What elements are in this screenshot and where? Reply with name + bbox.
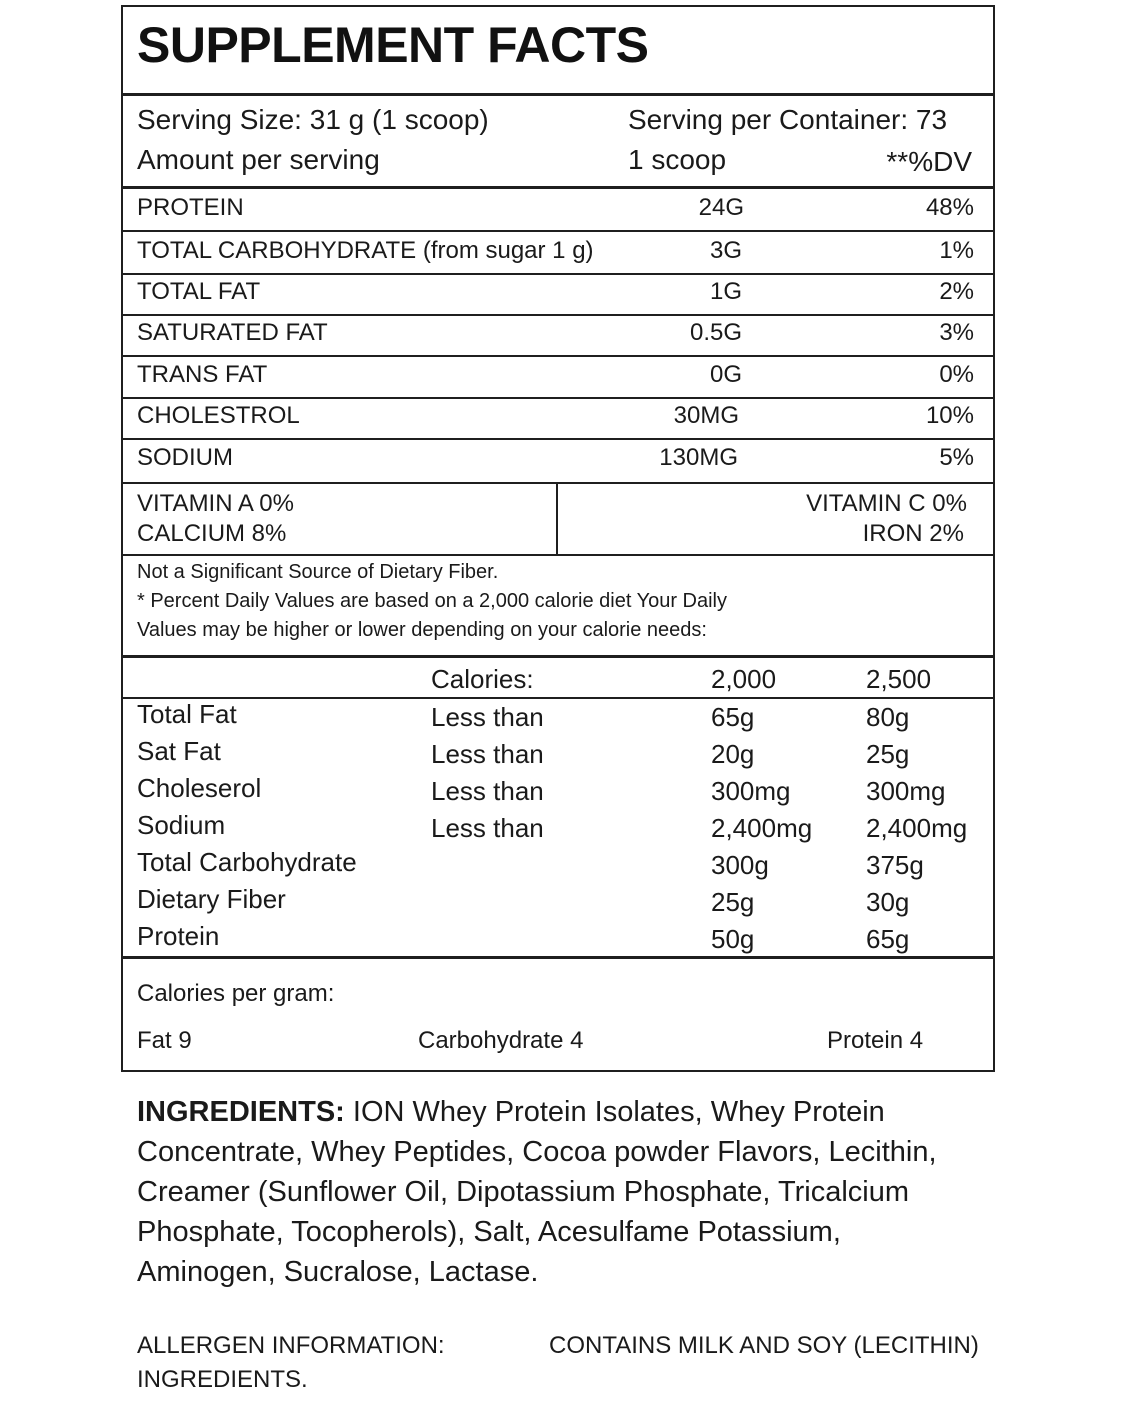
dv-row-2500: 80g [866,702,910,732]
dv-row-2000: 25g [711,887,755,917]
dv-row-2000: 20g [711,739,755,769]
vitamin-c: VITAMIN C 0% [806,490,967,517]
protein-calories: Protein 4 [827,1027,924,1054]
nutrient-name: SODIUM [137,444,233,471]
divider [123,397,993,399]
divider [123,482,993,484]
nutrient-dv: 2% [939,278,974,305]
nutrient-dv: 1% [939,237,974,264]
dv-footnote-cont: Values may be higher or lower depending on your calorie needs: [137,619,707,641]
nutrient-name: PROTEIN [137,194,244,221]
dv-row-2500: 300mg [866,776,946,806]
nutrient-amount: 24G [698,194,744,221]
divider [123,93,993,96]
divider [123,655,993,658]
iron: IRON 2% [862,520,964,547]
dv-row-qualifier: Less than [431,776,544,806]
dv-row-2000: 50g [711,924,755,954]
nutrient-name: TRANS FAT [137,361,268,388]
ingredients-text: Creamer (Sunflower Oil, Dipotassium Phosphate, Tricalcium [137,1176,909,1208]
amount-unit: 1 scoop [628,144,727,175]
divider [123,554,993,556]
fiber-note: Not a Significant Source of Dietary Fiber. [137,561,499,583]
ingredients-text: Aminogen, Sucralose, Lactase. [137,1256,539,1288]
ingredients-label: INGREDIENTS: [137,1096,345,1128]
divider [123,273,993,275]
divider [123,355,993,357]
divider [123,956,993,959]
calories-header: Calories: [431,664,534,694]
nutrient-amount: 1G [709,278,742,305]
divider [123,438,993,440]
nutrient-name: SATURATED FAT [137,319,328,346]
dv-row-name: Sodium [137,810,226,840]
allergen-label-cont: INGREDIENTS. [137,1366,308,1393]
calcium: CALCIUM 8% [137,520,287,547]
dv-row-qualifier: Less than [431,702,544,732]
dv-row-2500: 25g [866,739,910,769]
fat-calories: Fat 9 [137,1027,192,1054]
dv-row-2000: 65g [711,702,755,732]
label-title: SUPPLEMENT FACTS [137,17,649,73]
dv-row-qualifier: Less than [431,813,544,843]
ingredients-line [137,1092,885,1132]
dv-row-2500: 30g [866,887,910,917]
dv-row-2000: 2,400mg [711,813,813,843]
calories-2000: 2,000 [711,664,777,694]
dv-row-2500: 65g [866,924,910,954]
dv-row-2500: 2,400mg [866,813,968,843]
calories-2500: 2,500 [866,664,932,694]
nutrient-amount: 0.5G [689,319,742,346]
dv-row-name: Choleserol [137,773,262,803]
nutrient-amount: 30MG [673,402,739,429]
amount-per-serving-label: Amount per serving [137,144,380,175]
vitamin-divider [556,484,558,554]
nutrient-name: CHOLESTROL [137,402,300,429]
dv-row-name: Total Carbohydrate [137,847,357,877]
dv-row-2000: 300mg [711,776,791,806]
dv-row-name: Total Fat [137,699,237,729]
dv-row-2500: 375g [866,850,924,880]
calories-per-gram-label: Calories per gram: [137,980,335,1007]
allergen-label: ALLERGEN INFORMATION: [137,1332,445,1359]
dv-row-name: Protein [137,921,220,951]
nutrient-dv: 3% [939,319,974,346]
nutrient-amount: 3G [709,237,742,264]
ingredients-text: ION Whey Protein Isolates, Whey Protein [352,1096,885,1128]
nutrient-amount: 130MG [659,444,738,471]
dv-footnote: * Percent Daily Values are based on a 2,000 calorie diet Your Daily [137,590,727,612]
ingredients-text: Concentrate, Whey Peptides, Cocoa powder Flavors, Lecithin, [137,1136,937,1168]
nutrient-amount: 0G [709,361,742,388]
ingredients-text: Phosphate, Tocopherols), Salt, Acesulfame Potassium, [137,1216,841,1248]
dv-row-name: Dietary Fiber [137,884,286,914]
nutrient-dv: 0% [939,361,974,388]
dv-row-2000: 300g [711,850,769,880]
dv-row-qualifier: Less than [431,739,544,769]
servings-per-container: Serving per Container: 73 [628,104,948,135]
nutrient-dv: 5% [939,444,974,471]
divider [123,186,993,189]
allergen-value: CONTAINS MILK AND SOY (LECITHIN) [549,1332,979,1359]
nutrient-name: TOTAL CARBOHYDRATE (from sugar 1 g) [137,237,594,264]
carb-calories: Carbohydrate 4 [418,1027,584,1054]
nutrient-dv: 48% [925,194,974,221]
divider [123,230,993,232]
dv-row-name: Sat Fat [137,736,221,766]
vitamin-a: VITAMIN A 0% [137,490,294,517]
nutrient-name: TOTAL FAT [137,278,261,305]
nutrient-dv: 10% [925,402,974,429]
divider [123,697,993,699]
divider [123,314,993,316]
serving-size: Serving Size: 31 g (1 scoop) [137,104,489,135]
dv-header: **%DV [886,146,972,177]
